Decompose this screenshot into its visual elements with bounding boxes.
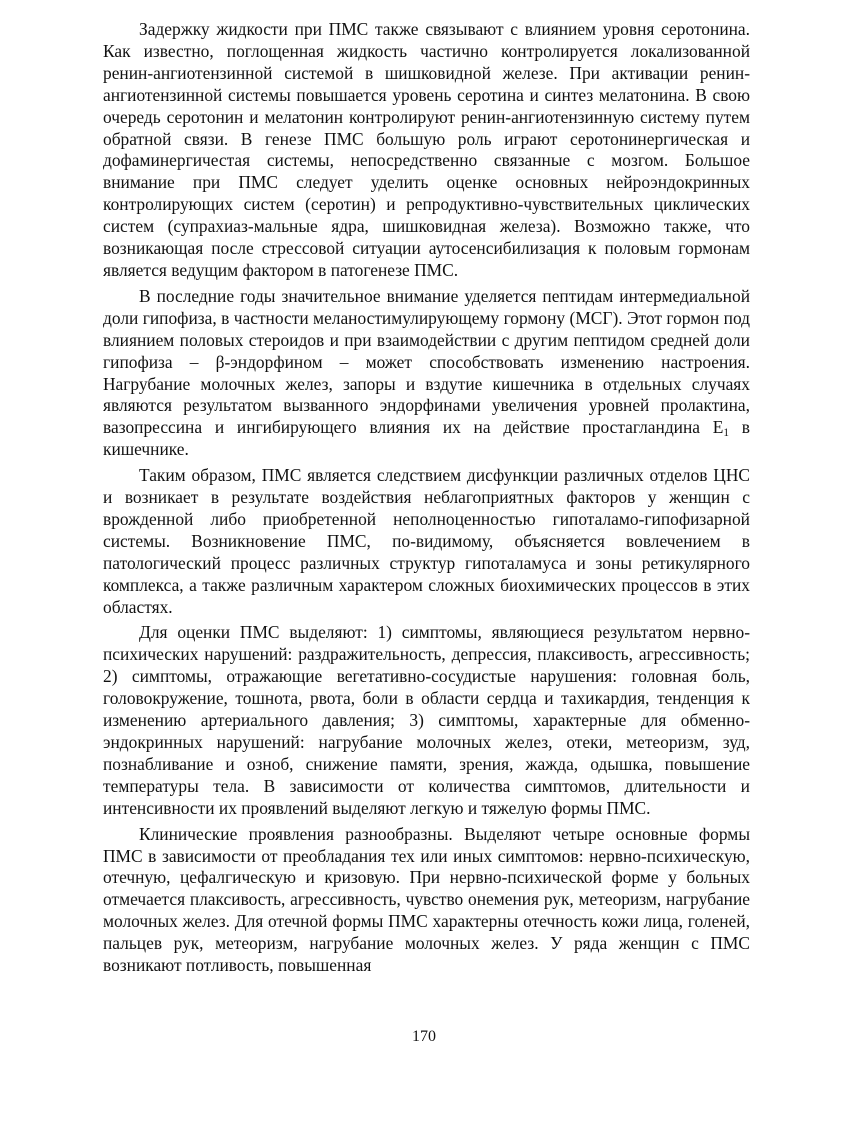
paragraph-peptides-tail: в кишечнике. bbox=[103, 417, 751, 460]
paragraph-cns-dysfunction: Таким образом, ПМС является следствием дисфункции различных отделов ЦНС и возникает в результате воздействия неблагоприятных факторов у женщин с врожденной либо приобретенной неполноценностью гипоталамо-гипофизарной системы. Возникновение ПМС, по-видимому, объясняется вовлечением в патологический процесс различных структур гипоталамуса и зоны ретикулярного комплекса, а также различным характером сложных биохимических процессов в этих областях. bbox=[103, 465, 750, 617]
paragraph-peptides-text: В последние годы значительное внимание уделяется пептидам интермедиальной доли гипофиза, в частности меланостимулирующему гормону (МСГ). Этот гормон под влиянием половых стероидов и при взаимодействии с другим пептидом средней доли гипофиза – β-эндорфином – может способствовать изменению настроения. Нагрубание молочных желез, запоры и вздутие кишечника в отдельных случаях являются результатом вызванного эндорфинами увеличения уровней пролактина, вазопрессина и ингибирующего влияния их на действие простагландина E bbox=[103, 285, 750, 438]
paragraph-fluid-retention: Задержку жидкости при ПМС также связывают с влиянием уровня серотонина. Как известно, поглощенная жидкость частично контролируется локализованной ренин-ангиотензинной системой в шишковидной железе. При активации ренин-ангиотензинной системы повышается уровень серотина и синтез мелатонина. В свою очередь серотонин и мелатонин контролируют ренин-ангиотензинную систему путем обратной связи. В генезе ПМС большую роль играют серотонинергическая и дофаминергичестая системы, непосредственно связанные с мозгом. Большое внимание при ПМС следует уделить оценке основных нейроэндокринных контролирующих систем (серотин) и репродуктивно-чувствительных циклических систем (супрахиаз-мальные ядра, шишковидная железа). Возможно также, что возникающая после стрессовой ситуации аутосенсибилизация к половым гормонам является ведущим фактором в патогенезе ПМС. bbox=[103, 19, 750, 280]
page-number: 170 bbox=[412, 1028, 436, 1045]
prostaglandin-subscript: 1 bbox=[723, 427, 730, 440]
paragraph-clinical-forms: Клинические проявления разнообразны. Выделяют четыре основные формы ПМС в зависимости от преобладания тех или иных симптомов: нервно-психическую, отечную, цефалгическую и кризовую. При нервно-психической форме у больных отмечается плаксивость, агрессивность, чувство онемения рук, метеоризм, нагрубание молочных желез. Для отечной формы ПМС характерны отечность кожи лица, голеней, пальцев рук, метеоризм, нагрубание молочных желез. У ряда женщин с ПМС возникают потливость, повышенная bbox=[103, 823, 750, 976]
paragraph-peptides bbox=[103, 286, 750, 461]
paragraph-symptom-groups: Для оценки ПМС выделяют: 1) симптомы, являющиеся результатом нервно-психических нарушений: раздражительность, депрессия, плаксивость, агрессивность; 2) симптомы, отражающие вегетативно-сосудистые нарушения: головная боль, головокружение, тошнота, рвота, боли в области сердца и тахикардия, тенденция к изменению артериального давления; 3) симптомы, характерные для обменно-эндокринных нарушений: нагрубание молочных желез, отеки, метеоризм, зуд, познабливание и озноб, снижение памяти, зрения, жажда, одышка, повышение температуры тела. В зависимости от количества симптомов, длительности и интенсивности их проявлений выделяют легкую и тяжелую формы ПМС. bbox=[103, 622, 750, 818]
page-body bbox=[103, 19, 750, 977]
